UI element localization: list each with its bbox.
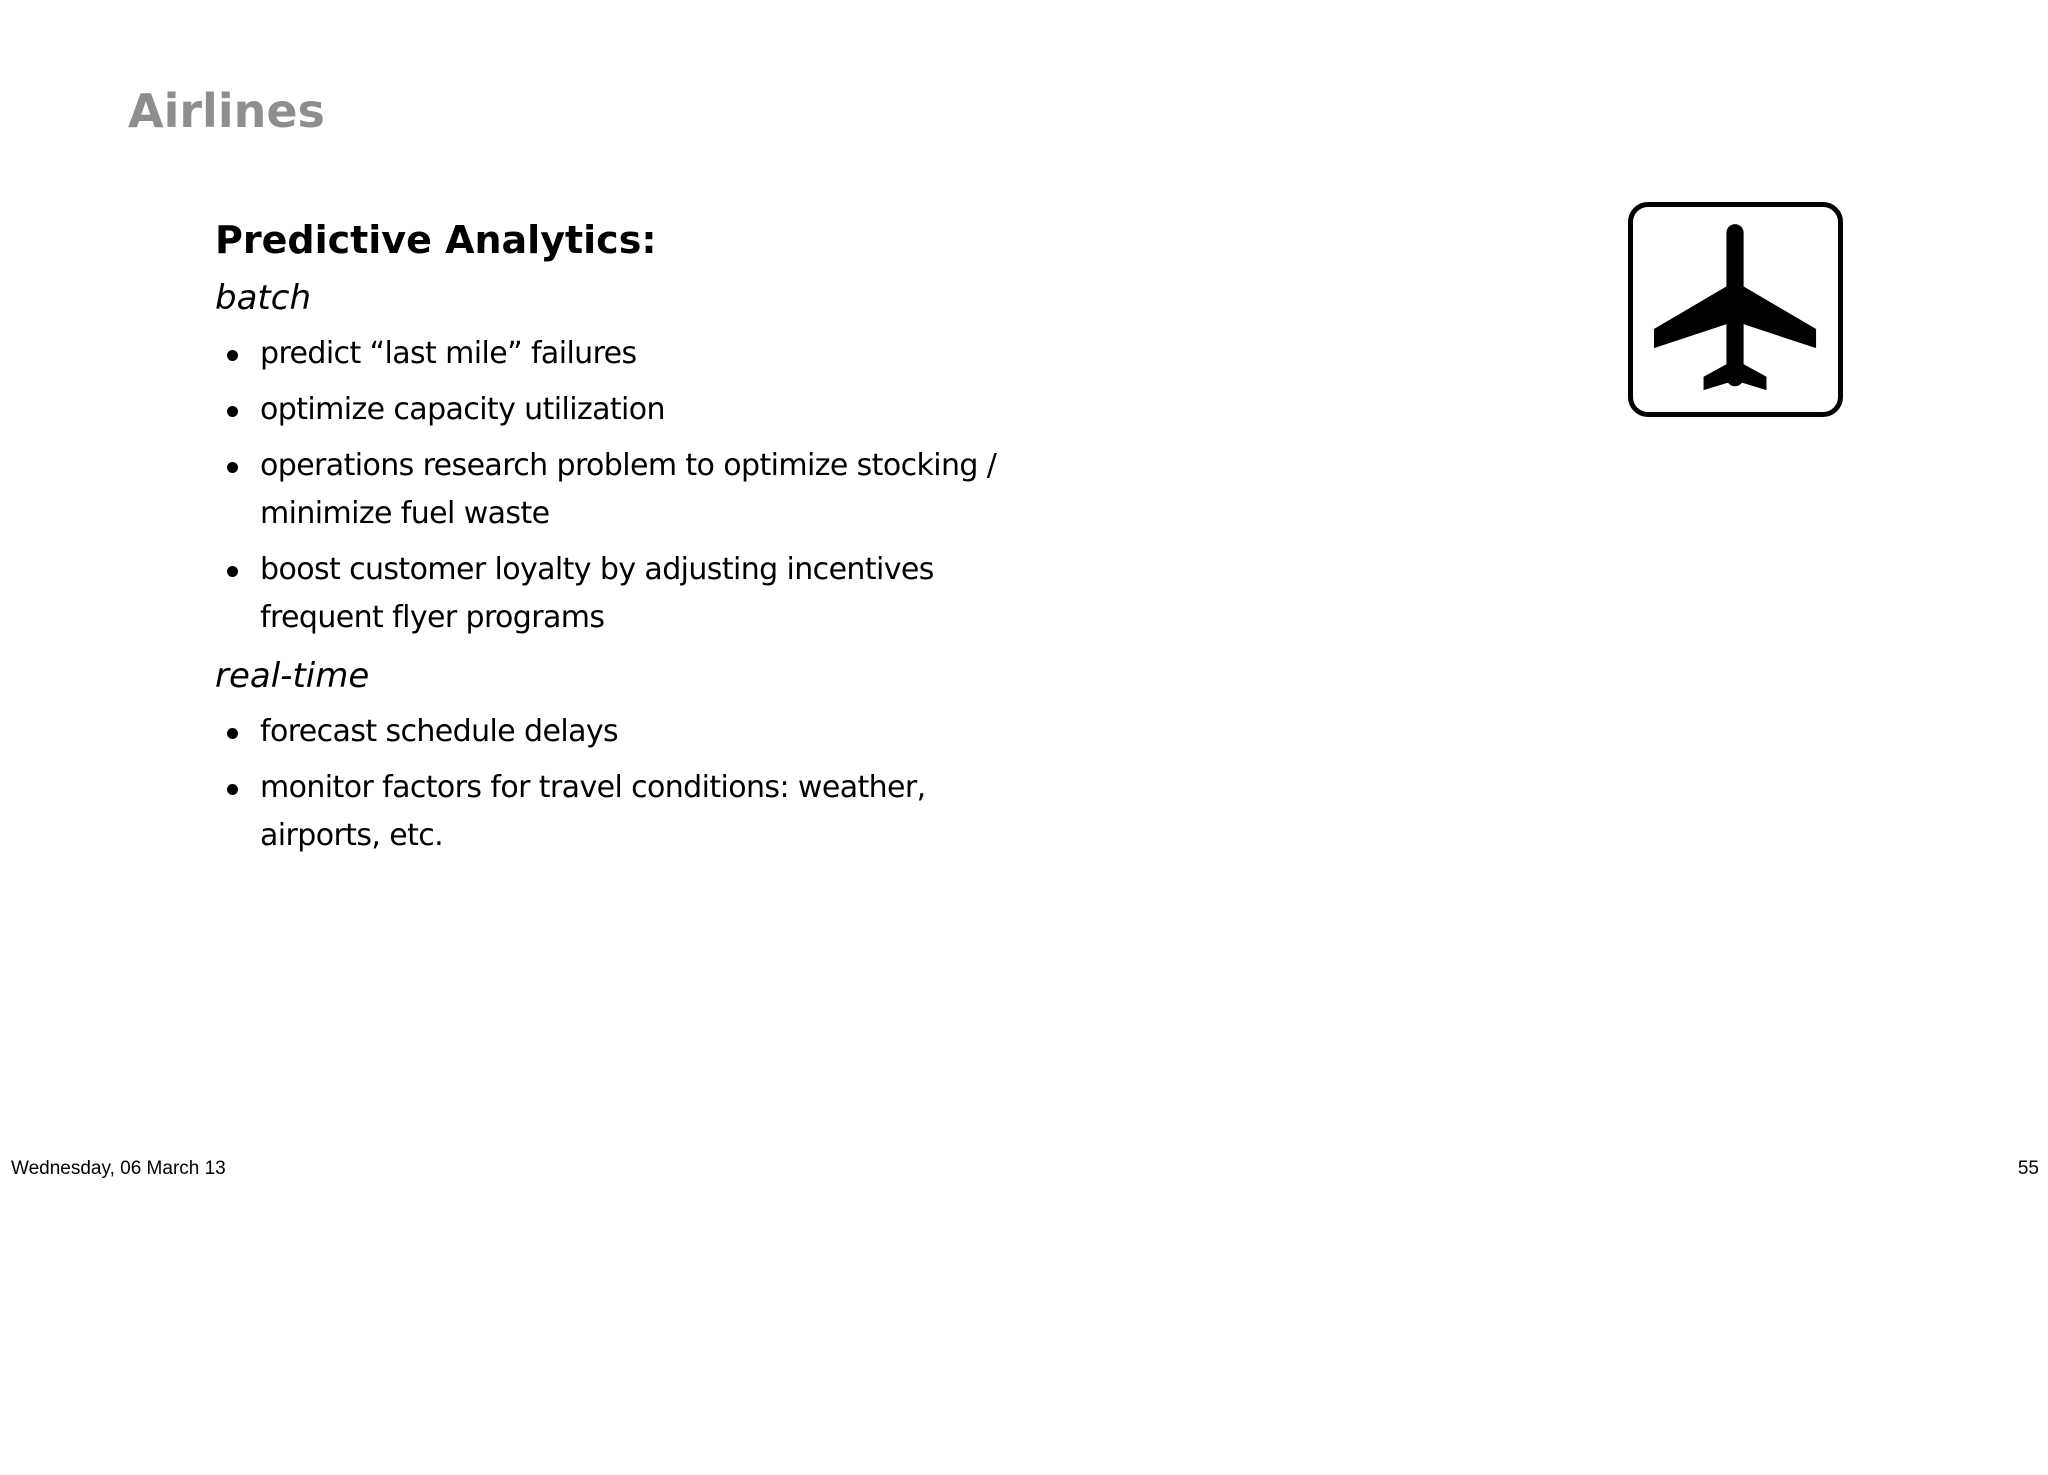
subhead-batch: batch: [215, 278, 311, 318]
bullet-icon: [227, 350, 238, 361]
bullet-icon: [227, 406, 238, 417]
list-item-text: optimize capacity utilization: [260, 392, 665, 427]
footer-date: Wednesday, 06 March 13: [11, 1158, 226, 1179]
bullet-icon: [227, 462, 238, 473]
list-item-text: boost customer loyalty by adjusting incentives frequent flyer programs: [260, 552, 934, 635]
bullet-icon: [227, 566, 238, 577]
list-item: [215, 764, 1035, 860]
subhead-real-time: real-time: [215, 656, 370, 696]
real-time-bullet-list: [215, 708, 1035, 860]
list-item: [215, 442, 1035, 538]
list-item: [215, 708, 1035, 756]
slide-content: [215, 214, 1035, 868]
batch-bullet-list: [215, 330, 1035, 642]
list-item-text: predict “last mile” failures: [260, 336, 637, 371]
list-item-text: forecast schedule delays: [260, 714, 619, 749]
bullet-icon: [227, 728, 238, 739]
list-item-text: monitor factors for travel conditions: weather, airports, etc.: [260, 770, 926, 853]
list-item: [215, 330, 1035, 378]
page-number: 55: [2017, 1158, 2039, 1179]
slide-title: Airlines: [128, 84, 325, 138]
list-item-text: operations research problem to optimize stocking / minimize fuel waste: [260, 448, 997, 531]
list-item: [215, 546, 1035, 642]
section-heading: Predictive Analytics:: [215, 218, 657, 262]
airplane-glyph: [1633, 207, 1838, 412]
list-item: [215, 386, 1035, 434]
bullet-icon: [227, 784, 238, 795]
airplane-icon: [1628, 202, 1843, 417]
